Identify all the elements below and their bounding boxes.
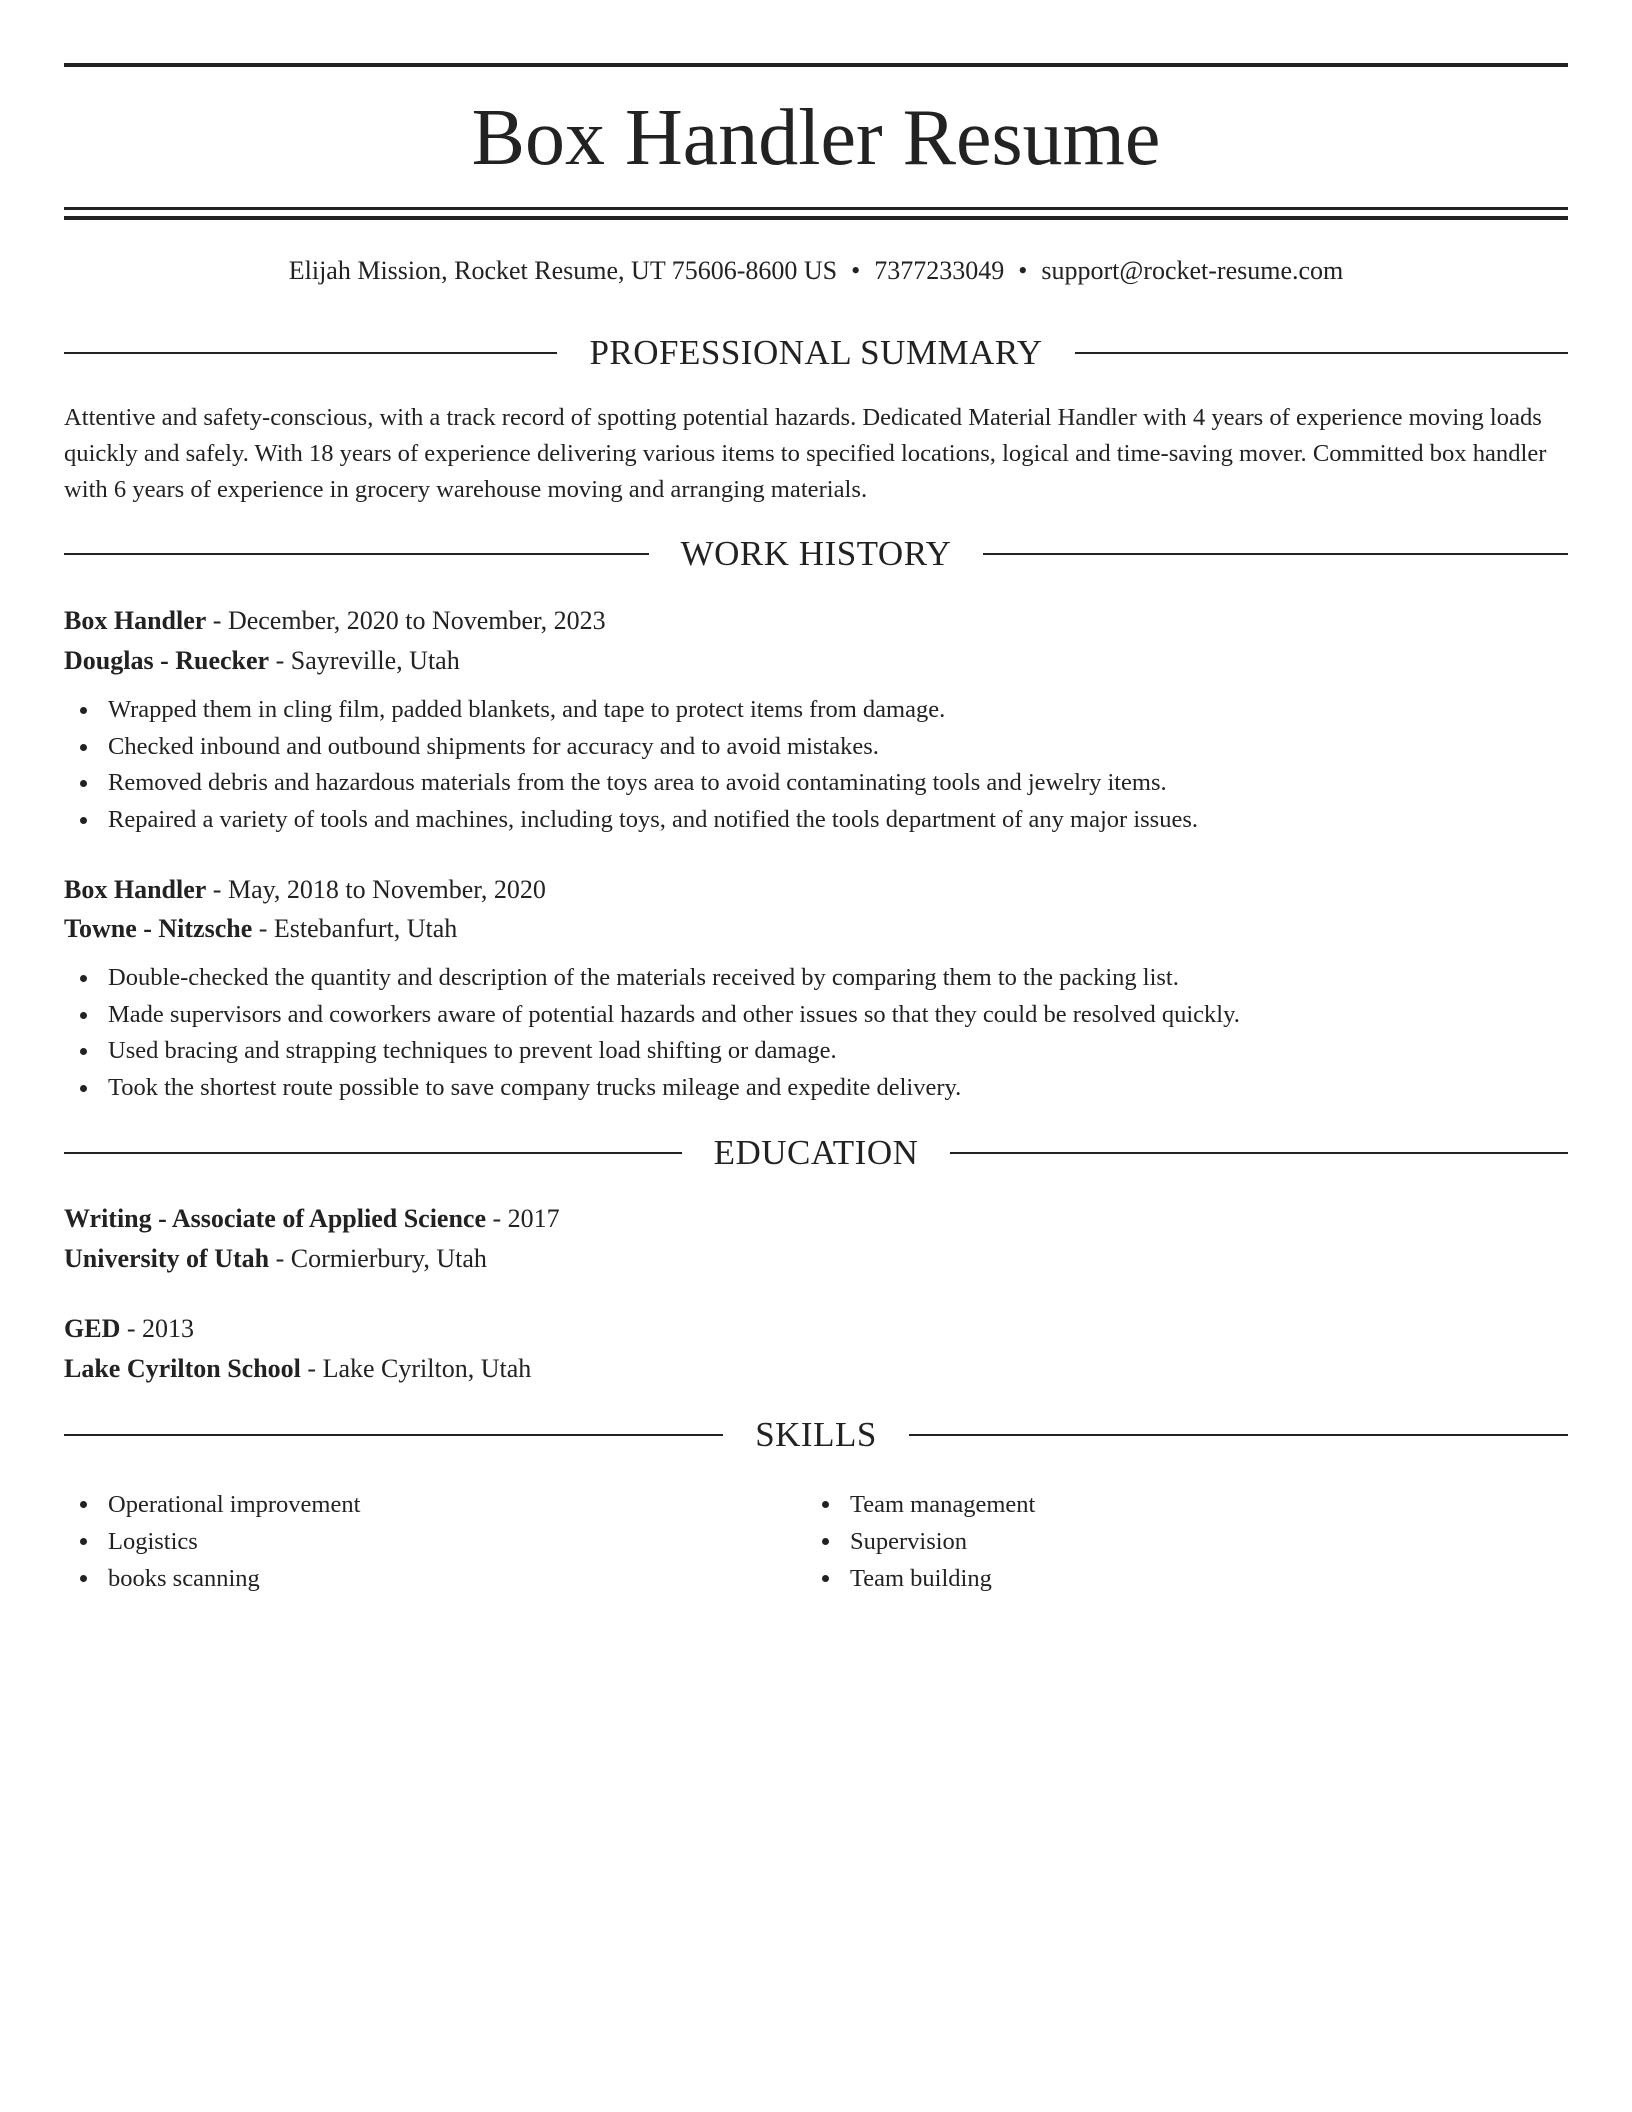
- section-title: WORK HISTORY: [680, 534, 952, 573]
- job-duties-list: [64, 960, 1568, 1106]
- degree-line: [64, 1199, 1568, 1239]
- degree-year: - 2013: [120, 1314, 195, 1343]
- top-rule: [64, 63, 1568, 67]
- heading-rule-right: [1075, 352, 1568, 354]
- degree-name: Writing - Associate of Applied Science: [64, 1204, 487, 1233]
- page-title: Box Handler Resume: [471, 94, 1161, 182]
- contact-line: [64, 254, 1568, 288]
- job-dates: - December, 2020 to November, 2023: [206, 606, 606, 635]
- summary-text: Attentive and safety-conscious, with a track record of spotting potential hazards. Dedicated Material Handler with 4 years of experience moving loads quickly and safely. With 18 years of experience delivering various items to specified locations, logical and time-saving mover. Committed box handler with 6 years of experience in grocery warehouse moving and arranging materials.: [64, 404, 1547, 503]
- school-line: [64, 1349, 1568, 1389]
- skill-item: Operational improvement: [64, 1486, 764, 1523]
- job-company: Towne - Nitzsche: [64, 914, 253, 943]
- job-dates: - May, 2018 to November, 2020: [206, 875, 546, 904]
- heading-rule-left: [64, 1434, 723, 1436]
- skill-item: Supervision: [806, 1523, 1506, 1560]
- school-location: - Cormierbury, Utah: [269, 1244, 487, 1273]
- heading-rule-left: [64, 1152, 682, 1154]
- title-double-rule: [64, 207, 1568, 220]
- list-item: Took the shortest route possible to save company trucks mileage and expedite delivery.: [64, 1070, 1568, 1107]
- list-item: Double-checked the quantity and description of the materials received by comparing them to the packing list.: [64, 960, 1568, 997]
- school-name: University of Utah: [64, 1244, 270, 1273]
- heading-rule-right: [909, 1434, 1568, 1436]
- degree-name: GED: [64, 1314, 121, 1343]
- skill-item: books scanning: [64, 1560, 764, 1597]
- heading-rule-right: [983, 553, 1568, 555]
- section-title: PROFESSIONAL SUMMARY: [589, 333, 1043, 372]
- school-line: [64, 1239, 1568, 1279]
- degree-year: - 2017: [486, 1204, 560, 1233]
- education-section-heading: [64, 1131, 1568, 1175]
- heading-rule-left: [64, 553, 649, 555]
- list-item: Made supervisors and coworkers aware of potential hazards and other issues so that they could be resolved quickly.: [64, 997, 1568, 1034]
- heading-rule-left: [64, 352, 557, 354]
- list-item: Repaired a variety of tools and machines, including toys, and notified the tools department of any major issues.: [64, 802, 1568, 839]
- job-title: Box Handler: [64, 875, 207, 904]
- contact-email: support@rocket-resume.com: [1041, 256, 1344, 285]
- job-location: - Estebanfurt, Utah: [252, 914, 458, 943]
- heading-rule-right: [950, 1152, 1568, 1154]
- job-company-line: [64, 909, 1568, 949]
- job-title: Box Handler: [64, 606, 207, 635]
- list-item: Used bracing and strapping techniques to prevent load shifting or damage.: [64, 1033, 1568, 1070]
- skill-item: Team building: [806, 1560, 1506, 1597]
- list-item: Wrapped them in cling film, padded blankets, and tape to protect items from damage.: [64, 692, 1568, 729]
- school-name: Lake Cyrilton School: [64, 1354, 301, 1383]
- job-title-line: [64, 870, 1568, 910]
- skill-item: Team management: [806, 1486, 1506, 1523]
- degree-line: [64, 1309, 1568, 1349]
- contact-address: Elijah Mission, Rocket Resume, UT 75606-8600 US: [288, 256, 838, 285]
- job-title-line: [64, 601, 1568, 641]
- job-company-line: [64, 641, 1568, 681]
- skills-list-right: [806, 1486, 1506, 1597]
- list-item: Checked inbound and outbound shipments for accuracy and to avoid mistakes.: [64, 729, 1568, 766]
- work-section-heading: [64, 532, 1568, 576]
- section-title: EDUCATION: [713, 1133, 919, 1172]
- job-company: Douglas - Ruecker: [64, 646, 270, 675]
- skills-list-left: [64, 1486, 764, 1597]
- contact-separator: •: [1018, 256, 1028, 285]
- school-location: - Lake Cyrilton, Utah: [300, 1354, 532, 1383]
- contact-separator: •: [851, 256, 861, 285]
- contact-phone: 7377233049: [874, 256, 1005, 285]
- summary-section-heading: [64, 331, 1568, 375]
- job-location: - Sayreville, Utah: [269, 646, 460, 675]
- skill-item: Logistics: [64, 1523, 764, 1560]
- job-duties-list: [64, 692, 1568, 838]
- section-title: SKILLS: [755, 1415, 877, 1454]
- skills-section-heading: [64, 1413, 1568, 1457]
- list-item: Removed debris and hazardous materials from the toys area to avoid contaminating tools and jewelry items.: [64, 765, 1568, 802]
